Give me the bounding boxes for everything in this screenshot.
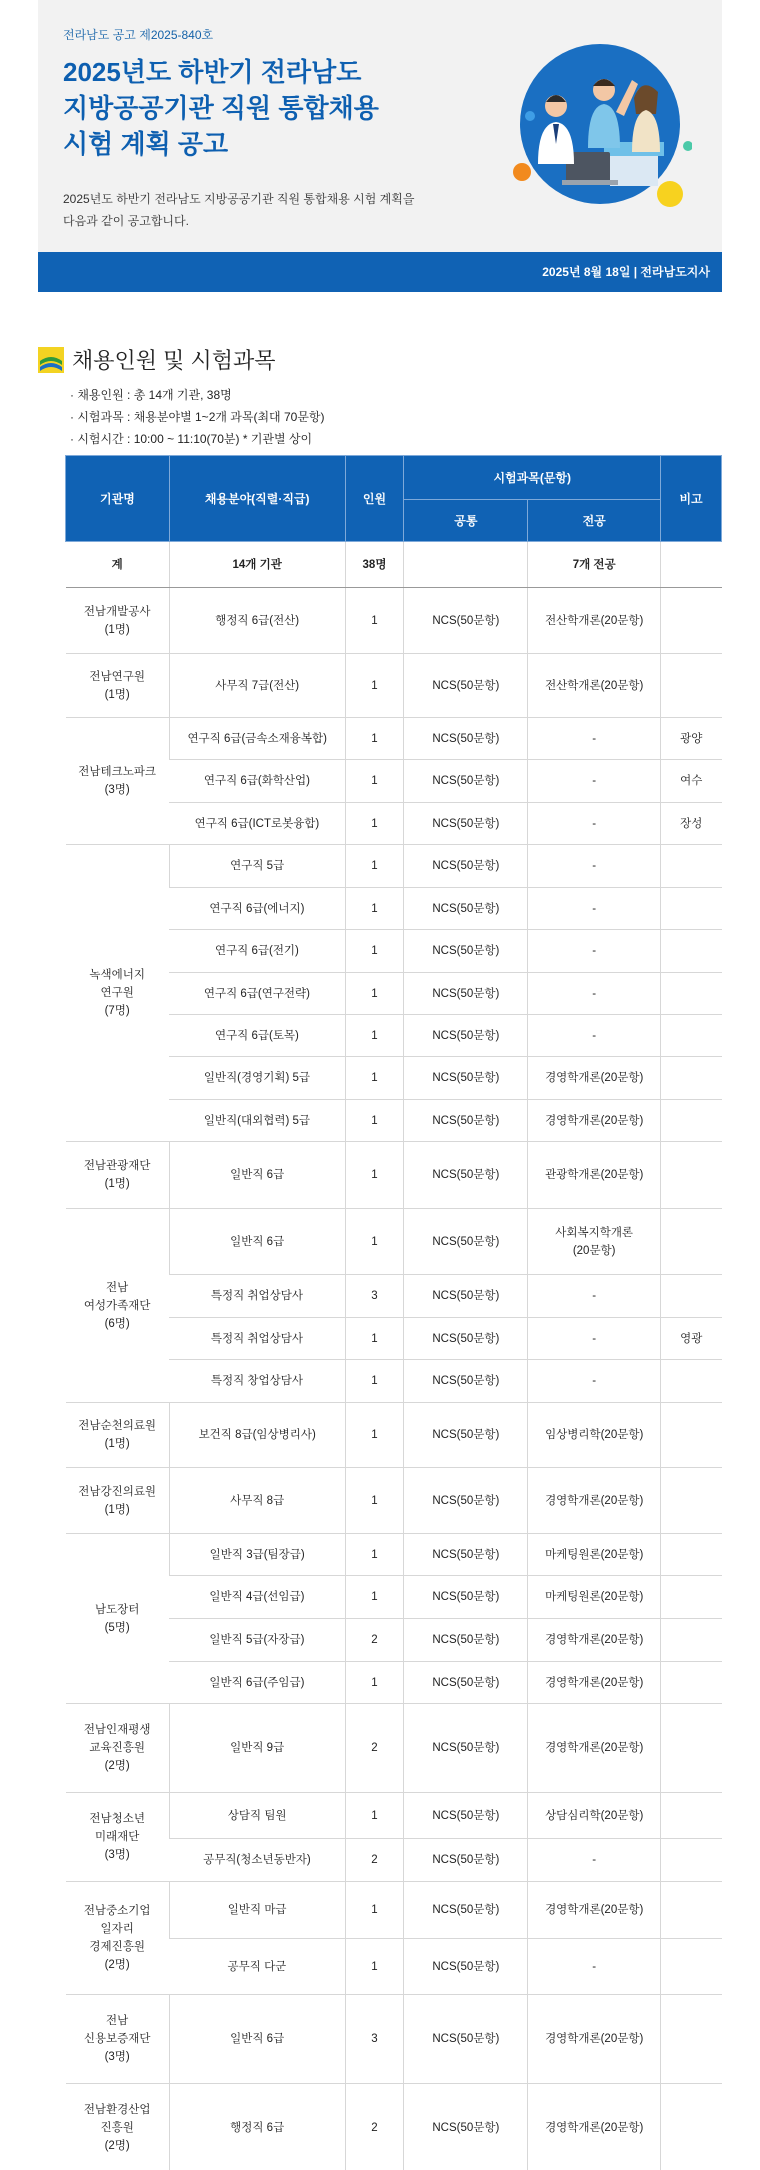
note-cell (661, 930, 722, 973)
count-cell: 3 (345, 1275, 404, 1318)
common-subject-cell: NCS(50문항) (404, 2084, 528, 2170)
field-cell: 일반직 5급(자장급) (169, 1619, 345, 1662)
field-cell: 행정직 6급 (169, 2084, 345, 2170)
field-cell: 공무직(청소년동반자) (169, 1839, 345, 1882)
common-subject-cell: NCS(50문항) (404, 1468, 528, 1534)
section-title-text: 채용인원 및 시험과목 (72, 348, 276, 373)
note-cell (661, 1882, 722, 1939)
count-cell: 1 (345, 803, 404, 845)
field-cell: 일반직 6급(주임급) (169, 1662, 345, 1704)
count-cell: 1 (345, 1662, 404, 1704)
total-field: 14개 기관 (169, 542, 345, 588)
common-subject-cell: NCS(50문항) (404, 1360, 528, 1403)
note-cell: 광양 (661, 718, 722, 760)
org-name-cell: 전남관광재단 (1명) (66, 1142, 170, 1209)
notice-number: 전라남도 공고 제2025-840호 (63, 28, 214, 42)
count-cell: 2 (345, 1619, 404, 1662)
major-subject-cell: 관광학개론(20문항) (528, 1142, 661, 1209)
count-cell: 1 (345, 1403, 404, 1468)
table-row (66, 1793, 722, 1839)
table-row (66, 1142, 722, 1209)
count-cell: 1 (345, 654, 404, 718)
major-subject-cell: - (528, 803, 661, 845)
field-cell: 공무직 다군 (169, 1939, 345, 1995)
field-cell: 일반직(대외협력) 5급 (169, 1100, 345, 1142)
major-subject-cell: 경영학개론(20문항) (528, 2084, 661, 2170)
common-subject-cell: NCS(50문항) (404, 888, 528, 930)
total-major: 7개 전공 (528, 542, 661, 588)
note-cell (661, 1057, 722, 1100)
major-subject-cell: 사회복지학개론 (20문항) (528, 1209, 661, 1275)
field-cell: 일반직 6급 (169, 1142, 345, 1209)
field-cell: 행정직 6급(전산) (169, 588, 345, 654)
count-cell: 2 (345, 2084, 404, 2170)
field-cell: 상담직 팀원 (169, 1793, 345, 1839)
org-name-cell: 전남중소기업 일자리 경제진흥원 (2명) (66, 1882, 170, 1995)
major-subject-cell: - (528, 1275, 661, 1318)
count-cell: 2 (345, 1839, 404, 1882)
note-cell (661, 654, 722, 718)
count-cell: 1 (345, 1534, 404, 1576)
major-subject-cell: 전산학개론(20문항) (528, 654, 661, 718)
major-subject-cell: 경영학개론(20문항) (528, 1662, 661, 1704)
major-subject-cell: - (528, 888, 661, 930)
count-cell: 1 (345, 760, 404, 803)
field-cell: 특정직 창업상담사 (169, 1360, 345, 1403)
field-cell: 사무직 7급(전산) (169, 654, 345, 718)
date-signature-bar: 2025년 8월 18일 | 전라남도지사 (38, 252, 722, 292)
common-subject-cell: NCS(50문항) (404, 1100, 528, 1142)
count-cell: 1 (345, 1015, 404, 1057)
common-subject-cell: NCS(50문항) (404, 1403, 528, 1468)
major-subject-cell: - (528, 1839, 661, 1882)
count-cell: 1 (345, 1142, 404, 1209)
major-subject-cell: - (528, 1318, 661, 1360)
common-subject-cell: NCS(50문항) (404, 760, 528, 803)
count-cell: 1 (345, 888, 404, 930)
field-cell: 일반직 3급(팀장급) (169, 1534, 345, 1576)
field-cell: 특정직 취업상담사 (169, 1318, 345, 1360)
common-subject-cell: NCS(50문항) (404, 654, 528, 718)
summary-item: · 채용인원 : 총 14개 기관, 38명 (70, 384, 325, 406)
notice-description: 2025년도 하반기 전라남도 지방공공기관 직원 통합채용 시험 계획을 다음과 같이 공고합니다. (63, 192, 415, 228)
common-subject-cell: NCS(50문항) (404, 973, 528, 1015)
note-cell (661, 1360, 722, 1403)
org-name-cell: 전남 여성가족재단 (6명) (66, 1209, 170, 1403)
major-subject-cell: - (528, 1939, 661, 1995)
table-row (66, 1995, 722, 2084)
note-cell: 영광 (661, 1318, 722, 1360)
major-subject-cell: 마케팅원론(20문항) (528, 1534, 661, 1576)
major-subject-cell: 경영학개론(20문항) (528, 1468, 661, 1534)
common-subject-cell: NCS(50문항) (404, 718, 528, 760)
note-cell: 여수 (661, 760, 722, 803)
field-cell: 연구직 5급 (169, 845, 345, 888)
note-cell (661, 888, 722, 930)
table-row (66, 845, 722, 888)
note-cell (661, 973, 722, 1015)
table-row (66, 654, 722, 718)
note-cell (661, 1015, 722, 1057)
note-cell (661, 1275, 722, 1318)
field-cell: 일반직 마급 (169, 1882, 345, 1939)
field-cell: 연구직 6급(금속소재융복합) (169, 718, 345, 760)
recruitment-table (65, 455, 722, 2170)
count-cell: 1 (345, 1793, 404, 1839)
count-cell: 1 (345, 930, 404, 973)
org-name-cell: 전남개발공사 (1명) (66, 588, 170, 654)
count-cell: 1 (345, 1100, 404, 1142)
note-cell (661, 588, 722, 654)
count-cell: 1 (345, 1318, 404, 1360)
header-field: 채용분야(직렬·직급) (169, 456, 345, 542)
count-cell: 1 (345, 845, 404, 888)
header-subjects: 시험과목(문항) (404, 456, 661, 500)
common-subject-cell: NCS(50문항) (404, 588, 528, 654)
note-cell (661, 1576, 722, 1619)
major-subject-cell: - (528, 845, 661, 888)
common-subject-cell: NCS(50문항) (404, 1793, 528, 1839)
note-cell (661, 845, 722, 888)
notice-header (38, 0, 722, 252)
common-subject-cell: NCS(50문항) (404, 803, 528, 845)
field-cell: 연구직 6급(에너지) (169, 888, 345, 930)
common-subject-cell: NCS(50문항) (404, 1015, 528, 1057)
note-cell (661, 1939, 722, 1995)
org-name-cell: 전남인재평생 교육진흥원 (2명) (66, 1704, 170, 1793)
common-subject-cell: NCS(50문항) (404, 1839, 528, 1882)
note-cell (661, 2084, 722, 2170)
major-subject-cell: 마케팅원론(20문항) (528, 1576, 661, 1619)
org-name-cell: 전남 신용보증재단 (3명) (66, 1995, 170, 2084)
table-row (66, 1704, 722, 1793)
note-cell (661, 1662, 722, 1704)
count-cell: 1 (345, 1057, 404, 1100)
note-cell (661, 1793, 722, 1839)
org-name-cell: 전남연구원 (1명) (66, 654, 170, 718)
field-cell: 보건직 8급(임상병리사) (169, 1403, 345, 1468)
major-subject-cell: 경영학개론(20문항) (528, 1057, 661, 1100)
page-title: 2025년도 하반기 전라남도 지방공공기관 직원 통합채용 시험 계획 공고 (63, 57, 379, 159)
field-cell: 일반직 6급 (169, 1995, 345, 2084)
table-row (66, 588, 722, 654)
total-note (661, 542, 722, 588)
major-subject-cell: 임상병리학(20문항) (528, 1403, 661, 1468)
common-subject-cell: NCS(50문항) (404, 1704, 528, 1793)
major-subject-cell: - (528, 718, 661, 760)
major-subject-cell: 전산학개론(20문항) (528, 588, 661, 654)
org-name-cell: 녹색에너지 연구원 (7명) (66, 845, 170, 1142)
field-cell: 사무직 8급 (169, 1468, 345, 1534)
common-subject-cell: NCS(50문항) (404, 1209, 528, 1275)
common-subject-cell: NCS(50문항) (404, 1939, 528, 1995)
note-cell (661, 1534, 722, 1576)
note-cell (661, 1619, 722, 1662)
table-row (66, 1534, 722, 1576)
header-note: 비고 (661, 456, 722, 542)
table-row (66, 1403, 722, 1468)
common-subject-cell: NCS(50문항) (404, 1662, 528, 1704)
field-cell: 연구직 6급(화학산업) (169, 760, 345, 803)
org-name-cell: 전남순천의료원 (1명) (66, 1403, 170, 1468)
common-subject-cell: NCS(50문항) (404, 930, 528, 973)
note-cell (661, 1995, 722, 2084)
count-cell: 1 (345, 1209, 404, 1275)
office-workers-illustration (492, 44, 692, 214)
count-cell: 1 (345, 973, 404, 1015)
note-cell (661, 1142, 722, 1209)
major-subject-cell: 경영학개론(20문항) (528, 1704, 661, 1793)
field-cell: 일반직 4급(선임급) (169, 1576, 345, 1619)
common-subject-cell: NCS(50문항) (404, 845, 528, 888)
count-cell: 1 (345, 588, 404, 654)
org-name-cell: 전남테크노파크 (3명) (66, 718, 170, 845)
table-row (66, 1468, 722, 1534)
field-cell: 연구직 6급(ICT로봇융합) (169, 803, 345, 845)
major-subject-cell: - (528, 760, 661, 803)
common-subject-cell: NCS(50문항) (404, 1534, 528, 1576)
org-name-cell: 남도장터 (5명) (66, 1534, 170, 1704)
major-subject-cell: - (528, 1015, 661, 1057)
major-subject-cell: 경영학개론(20문항) (528, 1882, 661, 1939)
common-subject-cell: NCS(50문항) (404, 1882, 528, 1939)
count-cell: 1 (345, 1360, 404, 1403)
major-subject-cell: - (528, 973, 661, 1015)
total-count: 38명 (345, 542, 404, 588)
common-subject-cell: NCS(50문항) (404, 1995, 528, 2084)
count-cell: 1 (345, 1576, 404, 1619)
header-org: 기관명 (66, 456, 170, 542)
section-title (38, 344, 276, 375)
org-name-cell: 전남강진의료원 (1명) (66, 1468, 170, 1534)
note-cell: 장성 (661, 803, 722, 845)
major-subject-cell: 상담심리학(20문항) (528, 1793, 661, 1839)
common-subject-cell: NCS(50문항) (404, 1576, 528, 1619)
org-name-cell: 전남환경산업 진흥원 (2명) (66, 2084, 170, 2170)
jeonnam-emblem-icon (38, 347, 64, 373)
common-subject-cell: NCS(50문항) (404, 1619, 528, 1662)
field-cell: 일반직(경영기획) 5급 (169, 1057, 345, 1100)
note-cell (661, 1468, 722, 1534)
table-row (66, 718, 722, 760)
total-row (66, 542, 722, 588)
count-cell: 3 (345, 1995, 404, 2084)
field-cell: 연구직 6급(전기) (169, 930, 345, 973)
count-cell: 1 (345, 1882, 404, 1939)
major-subject-cell: 경영학개론(20문항) (528, 1995, 661, 2084)
major-subject-cell: 경영학개론(20문항) (528, 1100, 661, 1142)
header-count: 인원 (345, 456, 404, 542)
table-row (66, 1882, 722, 1939)
table-body (66, 542, 722, 2170)
major-subject-cell: - (528, 930, 661, 973)
org-name-cell: 전남청소년 미래재단 (3명) (66, 1793, 170, 1882)
count-cell: 1 (345, 718, 404, 760)
summary-item: · 시험과목 : 채용분야별 1~2개 과목(최대 70문항) (70, 406, 325, 428)
field-cell: 연구직 6급(연구전략) (169, 973, 345, 1015)
major-subject-cell: - (528, 1360, 661, 1403)
total-org: 계 (66, 542, 170, 588)
field-cell: 일반직 9급 (169, 1704, 345, 1793)
summary-list (70, 384, 325, 450)
common-subject-cell: NCS(50문항) (404, 1142, 528, 1209)
summary-item: · 시험시간 : 10:00 ~ 11:10(70분) * 기관별 상이 (70, 428, 325, 450)
count-cell: 1 (345, 1468, 404, 1534)
total-common (404, 542, 528, 588)
table-row (66, 1209, 722, 1275)
field-cell: 특정직 취업상담사 (169, 1275, 345, 1318)
header-major: 전공 (528, 500, 661, 542)
common-subject-cell: NCS(50문항) (404, 1318, 528, 1360)
note-cell (661, 1839, 722, 1882)
note-cell (661, 1209, 722, 1275)
count-cell: 2 (345, 1704, 404, 1793)
field-cell: 일반직 6급 (169, 1209, 345, 1275)
field-cell: 연구직 6급(토목) (169, 1015, 345, 1057)
header-common: 공통 (404, 500, 528, 542)
count-cell: 1 (345, 1939, 404, 1995)
note-cell (661, 1704, 722, 1793)
note-cell (661, 1403, 722, 1468)
note-cell (661, 1100, 722, 1142)
major-subject-cell: 경영학개론(20문항) (528, 1619, 661, 1662)
common-subject-cell: NCS(50문항) (404, 1275, 528, 1318)
common-subject-cell: NCS(50문항) (404, 1057, 528, 1100)
table-row (66, 2084, 722, 2170)
